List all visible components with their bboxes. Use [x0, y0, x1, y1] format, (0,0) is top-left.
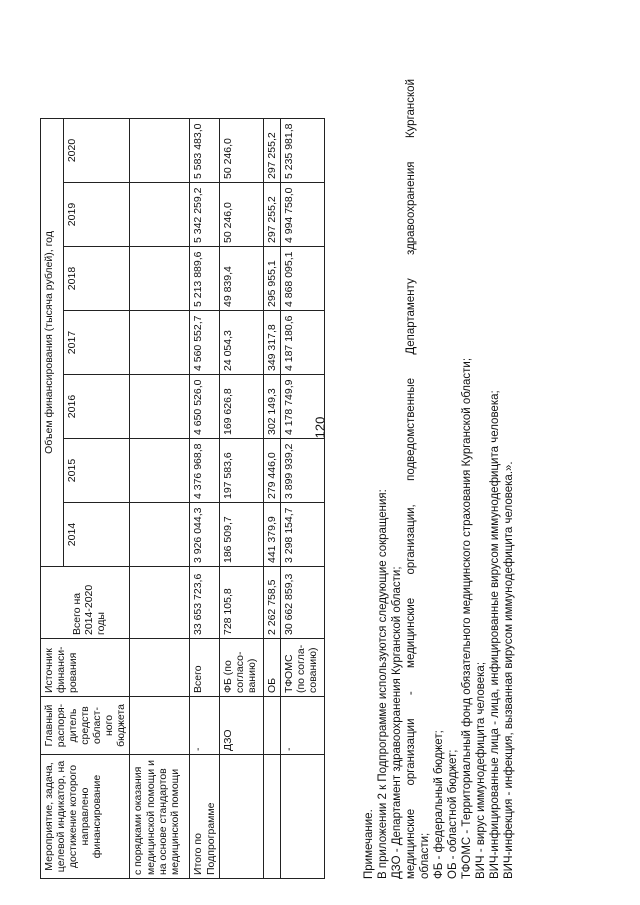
note-item: ВИЧ-инфицированные лица - лица, инфицированные вирусом иммунодефицита человека;	[489, 389, 502, 879]
row-value: 3 298 154,7	[280, 502, 324, 566]
row-source: Всего	[190, 638, 219, 696]
row-value: 5 342 259,2	[190, 182, 219, 246]
rotated-page-content	[40, 23, 600, 883]
row-source: ФБ (по согласо-ванию)	[219, 638, 263, 696]
row-total: 728 105,8	[219, 566, 263, 638]
row-source: ОБ	[263, 638, 280, 696]
table-row	[263, 118, 280, 878]
row-value: 441 379,9	[263, 502, 280, 566]
row-value: 4 650 526,0	[190, 374, 219, 438]
row-value: 24 054,3	[219, 310, 263, 374]
table-row	[190, 118, 219, 878]
header-year-2019: 2019	[63, 182, 130, 246]
header-source: Источник финанси-рования	[41, 638, 130, 696]
row-event	[219, 754, 263, 878]
row-source: ТФОМС (по согла-сованию)	[280, 638, 324, 696]
row-total: 30 662 859,3	[280, 566, 324, 638]
row-event: Итого по Подпрограмме	[190, 754, 219, 878]
partial-row-text: с порядками оказания медицинской помощи и на основе стандартов медицинской помощи	[130, 754, 190, 878]
header-manager: Главный распоря-дитель средств област-ного бюджета	[41, 696, 130, 754]
header-year-2016: 2016	[63, 374, 130, 438]
row-value: 50 246,0	[219, 118, 263, 182]
table-row	[219, 118, 263, 878]
row-value: 297 255,2	[263, 118, 280, 182]
row-value: 50 246,0	[219, 182, 263, 246]
header-year-2018: 2018	[63, 246, 130, 310]
row-value: 186 509,7	[219, 502, 263, 566]
row-value: 4 560 552,7	[190, 310, 219, 374]
header-year-2017: 2017	[63, 310, 130, 374]
row-value: 5 583 483,0	[190, 118, 219, 182]
page-number: 120	[312, 416, 328, 439]
header-year-2020: 2020	[63, 118, 130, 182]
row-value: 4 178 749,9	[280, 374, 324, 438]
header-volume: Объем финансирования (тысяча рублей), год	[41, 118, 64, 566]
row-value: 49 839,4	[219, 246, 263, 310]
row-value: 4 868 095,1	[280, 246, 324, 310]
note-item: области;	[419, 832, 432, 879]
row-manager	[263, 696, 280, 754]
row-manager: -	[280, 696, 324, 754]
table-row	[280, 118, 324, 878]
row-value: 349 317,8	[263, 310, 280, 374]
header-year-2015: 2015	[63, 438, 130, 502]
notes-title: Примечание.	[363, 808, 375, 879]
table-row-partial	[130, 118, 190, 878]
note-item: медицинские организации - медицинские организации, подведомственные Департаменту здравоохранения Курганской	[405, 78, 418, 879]
note-item: ФБ - федеральный бюджет;	[433, 729, 446, 879]
note-item: ВИЧ - вирус иммунодефицита человека;	[475, 661, 488, 879]
row-value: 169 626,8	[219, 374, 263, 438]
notes-block	[362, 79, 516, 879]
row-value: 302 149,3	[263, 374, 280, 438]
row-value: 3 926 044,3	[190, 502, 219, 566]
row-value: 279 446,0	[263, 438, 280, 502]
row-total: 33 653 723,6	[190, 566, 219, 638]
financing-table	[40, 117, 325, 878]
note-item: ТФОМС - Территориальный фонд обязательного медицинского страхования Курганской области;	[461, 357, 474, 879]
row-value: 4 376 968,8	[190, 438, 219, 502]
row-value: 4 994 758,0	[280, 182, 324, 246]
row-event	[280, 754, 324, 878]
row-value: 5 235 981,8	[280, 118, 324, 182]
note-item: ДЗО - Департамент здравоохранения Курганской области;	[391, 565, 404, 879]
header-total: Всего на 2014-2020 годы	[41, 566, 130, 638]
row-value: 5 213 889,6	[190, 246, 219, 310]
row-total: 2 262 758,5	[263, 566, 280, 638]
row-value: 4 187 180,6	[280, 310, 324, 374]
row-value: 197 583,6	[219, 438, 263, 502]
row-manager: ДЗО	[219, 696, 263, 754]
row-event	[263, 754, 280, 878]
notes-intro: В приложении 2 к Подпрограмме используются следующие сокращения:	[377, 488, 390, 879]
header-year-2014: 2014	[63, 502, 130, 566]
row-value: 3 899 939,2	[280, 438, 324, 502]
note-item: ВИЧ-инфекция - инфекция, вызванная вирусом иммунодефицита человека.».	[503, 460, 516, 879]
row-value: 297 255,2	[263, 182, 280, 246]
row-value: 295 955,1	[263, 246, 280, 310]
note-item: ОБ - областной бюджет;	[447, 748, 460, 879]
row-manager: -	[190, 696, 219, 754]
header-event: Мероприятие, задача, целевой индикатор, на достижение которого направлено финансирование	[41, 754, 130, 878]
